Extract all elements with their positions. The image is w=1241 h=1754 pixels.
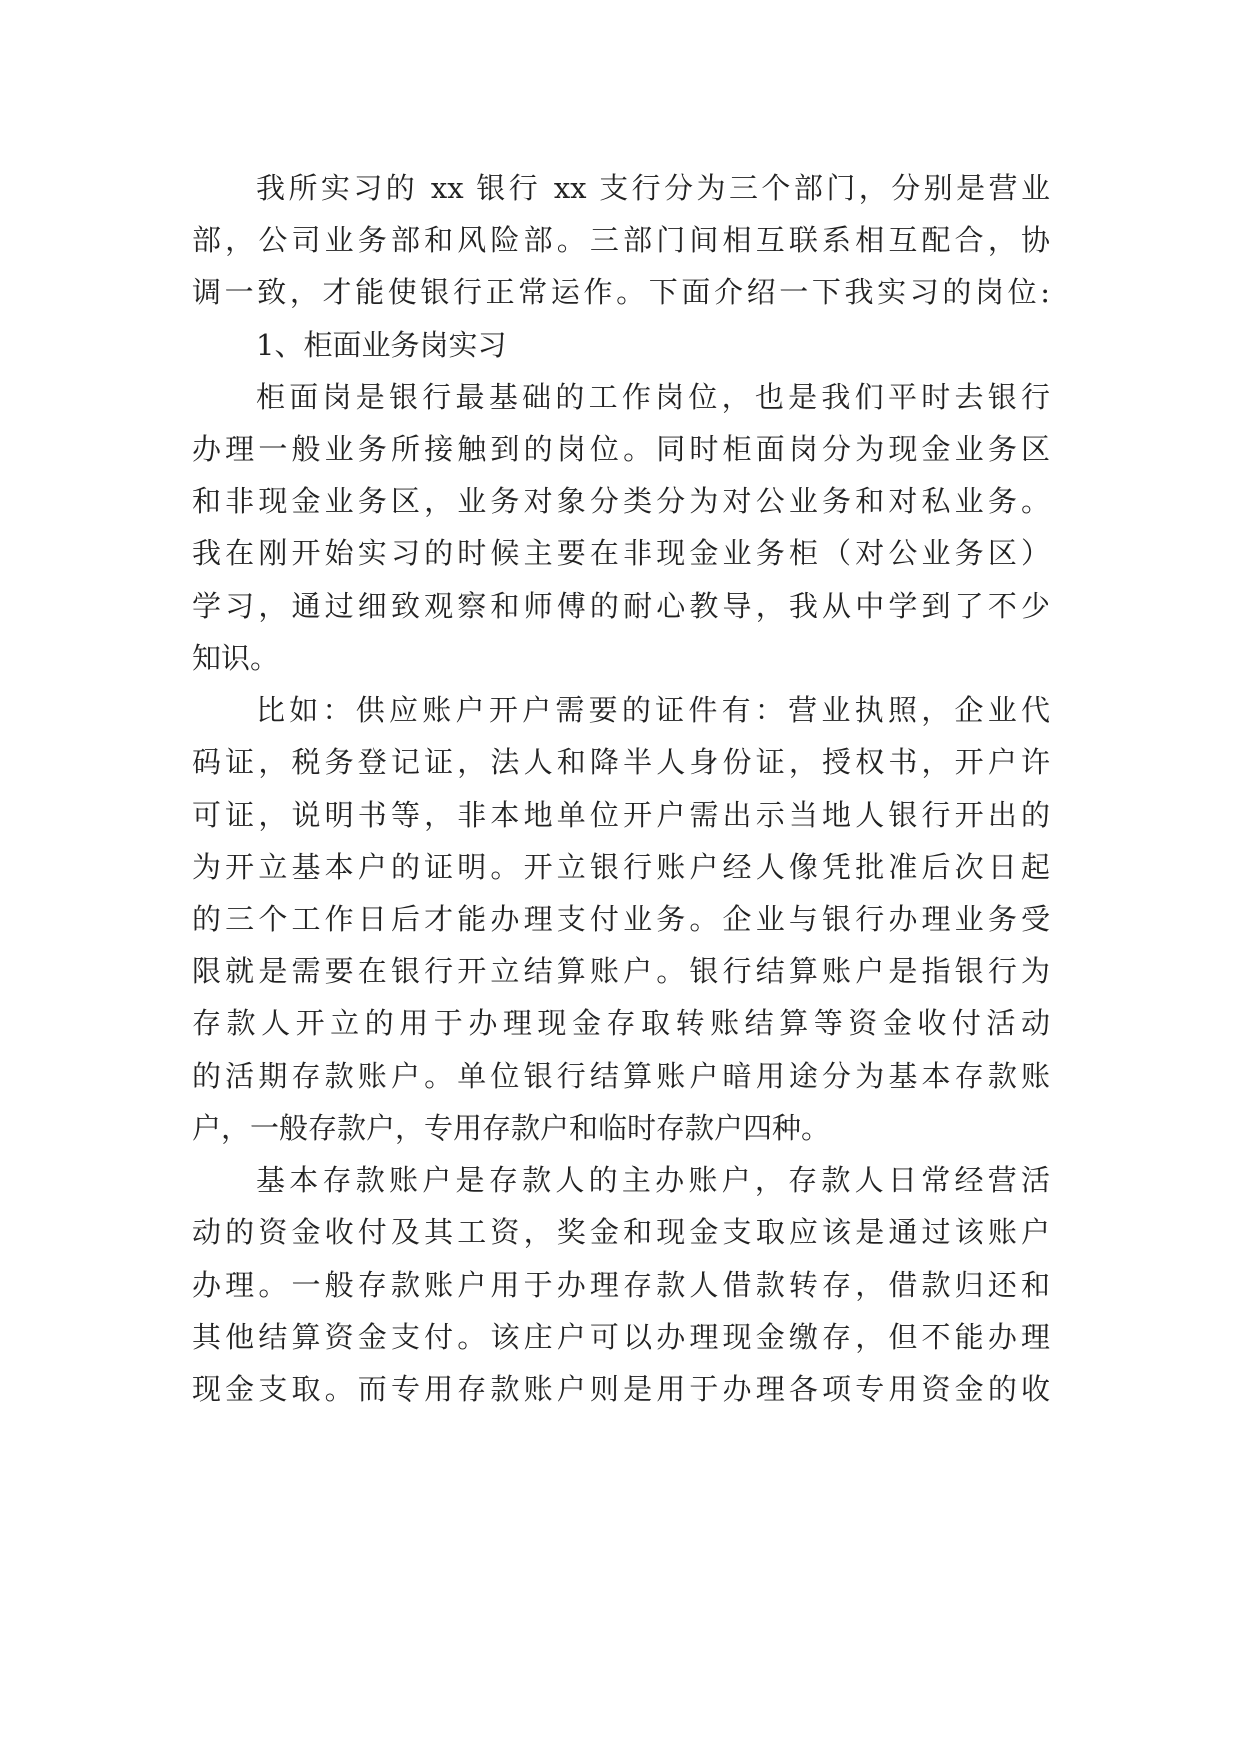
text-line: 动的资金收付及其工资，奖金和现金支取应该是通过该账户 bbox=[192, 1215, 1050, 1249]
text-line: 基本存款账户是存款人的主办账户，存款人日常经营活 bbox=[256, 1163, 1050, 1197]
text-line: 和非现金业务区，业务对象分类分为对公业务和对私业务。 bbox=[192, 484, 1050, 518]
text-line: 户，一般存款户，专用存款户和临时存款户四种。 bbox=[192, 1111, 831, 1145]
text-line: 的三个工作日后才能办理支付业务。企业与银行办理业务受 bbox=[192, 902, 1050, 936]
text-line: 限就是需要在银行开立结算账户。银行结算账户是指银行为 bbox=[192, 954, 1050, 988]
text-line: 存款人开立的用于办理现金存取转账结算等资金收付活动 bbox=[192, 1006, 1050, 1040]
text-line: 办理。一般存款账户用于办理存款人借款转存，借款归还和 bbox=[192, 1268, 1050, 1302]
text-line: 办理一般业务所接触到的岗位。同时柜面岗分为现金业务区 bbox=[192, 432, 1050, 466]
text-line: 我所实习的 xx 银行 xx 支行分为三个部门，分别是营业 bbox=[256, 171, 1050, 205]
text-line: 部，公司业务部和风险部。三部门间相互联系相互配合，协 bbox=[192, 223, 1050, 257]
text-line: 比如：供应账户开户需要的证件有：营业执照，企业代 bbox=[256, 693, 1050, 727]
text-line: 其他结算资金支付。该庄户可以办理现金缴存，但不能办理 bbox=[192, 1320, 1050, 1354]
text-line: 调一致，才能使银行正常运作。下面介绍一下我实习的岗位: bbox=[192, 275, 1050, 309]
text-line: 1、柜面业务岗实习 bbox=[256, 328, 507, 362]
text-line: 学习，通过细致观察和师傅的耐心教导，我从中学到了不少 bbox=[192, 589, 1050, 623]
text-line: 可证，说明书等，非本地单位开户需出示当地人银行开出的 bbox=[192, 798, 1050, 832]
text-line: 为开立基本户的证明。开立银行账户经人像凭批准后次日起 bbox=[192, 850, 1050, 884]
text-line: 知识。 bbox=[192, 641, 280, 675]
text-line: 的活期存款账户。单位银行结算账户暗用途分为基本存款账 bbox=[192, 1059, 1050, 1093]
text-line: 柜面岗是银行最基础的工作岗位，也是我们平时去银行 bbox=[256, 380, 1050, 414]
text-line: 我在刚开始实习的时候主要在非现金业务柜（对公业务区） bbox=[192, 536, 1050, 570]
text-line: 现金支取。而专用存款账户则是用于办理各项专用资金的收 bbox=[192, 1372, 1050, 1406]
text-line: 码证，税务登记证，法人和降半人身份证，授权书，开户许 bbox=[192, 745, 1050, 779]
